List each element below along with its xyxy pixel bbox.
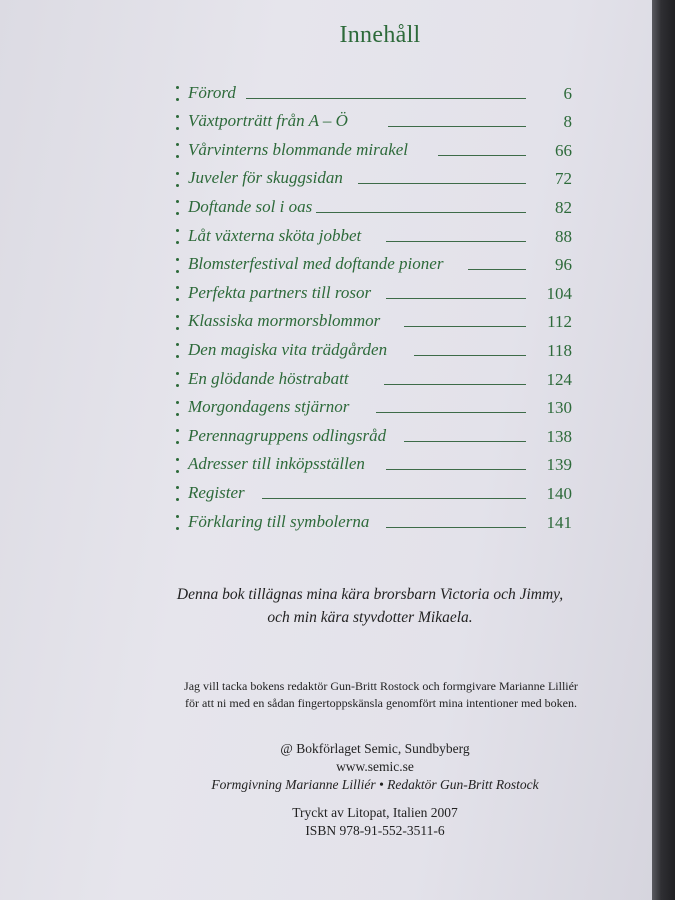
toc-entry-page: 82 — [555, 197, 572, 217]
toc-entry-page: 8 — [563, 112, 572, 132]
dot-ornament — [176, 286, 179, 289]
toc-leader-rule — [386, 527, 526, 528]
toc-entry-label: Vårvinterns blommande mirakel — [188, 139, 409, 159]
dot-ornament — [176, 343, 179, 346]
toc-leader-rule — [262, 498, 526, 499]
toc-leader-rule — [376, 412, 526, 413]
toc-entry — [176, 393, 576, 422]
toc-entry-label: Låt växterna sköta jobbet — [188, 225, 362, 245]
dot-ornament — [176, 515, 179, 518]
toc-entry-label: Perennagruppens odlingsråd — [188, 425, 387, 445]
toc-entry-page: 130 — [546, 398, 572, 418]
dot-ornament — [176, 143, 179, 146]
toc-entry — [176, 450, 576, 479]
isbn: ISBN 978-91-552-3511-6 — [305, 823, 445, 838]
toc-entry — [176, 164, 576, 193]
toc-entry-label: Juveler för skuggsidan — [188, 168, 343, 188]
toc-entry-label: Den magiska vita trädgården — [188, 339, 388, 359]
toc-entry — [176, 421, 576, 450]
acknowledgement — [156, 678, 606, 712]
toc-entry-page: 88 — [555, 226, 572, 246]
toc-entry — [176, 192, 576, 221]
toc-leader-rule — [414, 355, 526, 356]
toc-entry-label: Förklaring till symbolerna — [188, 511, 370, 531]
dot-ornament — [176, 327, 179, 330]
toc-entry-label: Register — [188, 482, 245, 502]
toc-entry — [176, 250, 576, 279]
dot-ornament — [176, 470, 179, 473]
imprint — [200, 740, 550, 840]
toc-entry-page: 124 — [546, 369, 572, 389]
book-spine-shadow — [652, 0, 675, 900]
dedication-line: och min kära styvdotter Mikaela. — [267, 609, 473, 626]
toc-leader-rule — [388, 126, 526, 127]
dot-ornament — [176, 184, 179, 187]
toc-entry — [176, 135, 576, 164]
dedication — [150, 583, 590, 629]
toc-entry-page: 72 — [555, 169, 572, 189]
credits: Formgivning Marianne Lilliér • Redaktör Gun-Britt Rostock — [211, 777, 539, 792]
dot-ornament — [176, 155, 179, 158]
dot-ornament — [176, 172, 179, 175]
toc-entry-page: 112 — [547, 312, 572, 332]
toc-leader-rule — [404, 326, 526, 327]
dedication-line: Denna bok tillägnas mina kära brorsbarn Victoria och Jimmy, — [176, 586, 564, 603]
toc-leader-rule — [438, 155, 526, 156]
toc-entry-label: Blomsterfestival med doftande pioner — [188, 254, 444, 274]
toc-entry — [176, 107, 576, 136]
dot-ornament — [176, 86, 179, 89]
toc-entry-page: 104 — [546, 283, 572, 303]
toc-leader-rule — [386, 298, 526, 299]
table-of-contents — [176, 78, 576, 536]
toc-entry-label: Perfekta partners till rosor — [188, 282, 372, 302]
dot-ornament — [176, 115, 179, 118]
toc-entry-page: 66 — [555, 140, 572, 160]
toc-entry-page: 141 — [546, 512, 572, 532]
toc-entry-page: 140 — [546, 483, 572, 503]
toc-entry-label: Adresser till inköpsställen — [188, 454, 365, 474]
dot-ornament — [176, 98, 179, 101]
toc-entry — [176, 278, 576, 307]
toc-entry-page: 96 — [555, 255, 572, 275]
toc-leader-rule — [468, 269, 526, 270]
toc-leader-rule — [246, 98, 526, 99]
printer-info: Tryckt av Litopat, Italien 2007 — [292, 805, 458, 820]
dot-ornament — [176, 258, 179, 261]
toc-entry-label: Växtporträtt från A – Ö — [188, 111, 348, 131]
toc-leader-rule — [316, 212, 526, 213]
toc-entry — [176, 478, 576, 507]
toc-title: Innehåll — [339, 22, 421, 48]
toc-entry-page: 6 — [563, 83, 572, 103]
toc-entry-label: Förord — [188, 82, 236, 102]
toc-entry-page: 138 — [546, 426, 572, 446]
dot-ornament — [176, 441, 179, 444]
toc-leader-rule — [386, 469, 526, 470]
dot-ornament — [176, 270, 179, 273]
toc-entry-label: Morgondagens stjärnor — [188, 397, 350, 417]
toc-entry — [176, 221, 576, 250]
dot-ornament — [176, 527, 179, 530]
toc-leader-rule — [386, 241, 526, 242]
dot-ornament — [176, 315, 179, 318]
dot-ornament — [176, 127, 179, 130]
toc-entry-page: 118 — [547, 340, 572, 360]
toc-entry-page: 139 — [546, 455, 572, 475]
dot-ornament — [176, 229, 179, 232]
toc-leader-rule — [358, 183, 526, 184]
toc-entry — [176, 507, 576, 536]
toc-entry-label: Doftande sol i oas — [188, 196, 313, 216]
toc-entry-label: En glödande höstrabatt — [188, 368, 349, 388]
acknowledgement-line: för att ni med en sådan fingertoppskänsla genomfört mina intentioner med boken. — [185, 696, 577, 710]
dot-ornament — [176, 212, 179, 215]
acknowledgement-line: Jag vill tacka bokens redaktör Gun-Britt Rostock och formgivare Marianne Lilliér — [184, 679, 578, 693]
dot-ornament — [176, 401, 179, 404]
toc-entry — [176, 307, 576, 336]
dot-ornament — [176, 458, 179, 461]
dot-ornament — [176, 413, 179, 416]
dot-ornament — [176, 429, 179, 432]
publisher: @ Bokförlaget Semic, Sundbyberg — [280, 741, 470, 756]
website: www.semic.se — [336, 759, 414, 774]
dot-ornament — [176, 298, 179, 301]
toc-leader-rule — [404, 441, 526, 442]
dot-ornament — [176, 498, 179, 501]
toc-entry — [176, 78, 576, 107]
toc-entry — [176, 335, 576, 364]
dot-ornament — [176, 241, 179, 244]
toc-entry-label: Klassiska mormorsblommor — [188, 311, 381, 331]
toc-leader-rule — [384, 384, 526, 385]
dot-ornament — [176, 372, 179, 375]
dot-ornament — [176, 486, 179, 489]
dot-ornament — [176, 200, 179, 203]
dot-ornament — [176, 355, 179, 358]
toc-entry — [176, 364, 576, 393]
dot-ornament — [176, 384, 179, 387]
